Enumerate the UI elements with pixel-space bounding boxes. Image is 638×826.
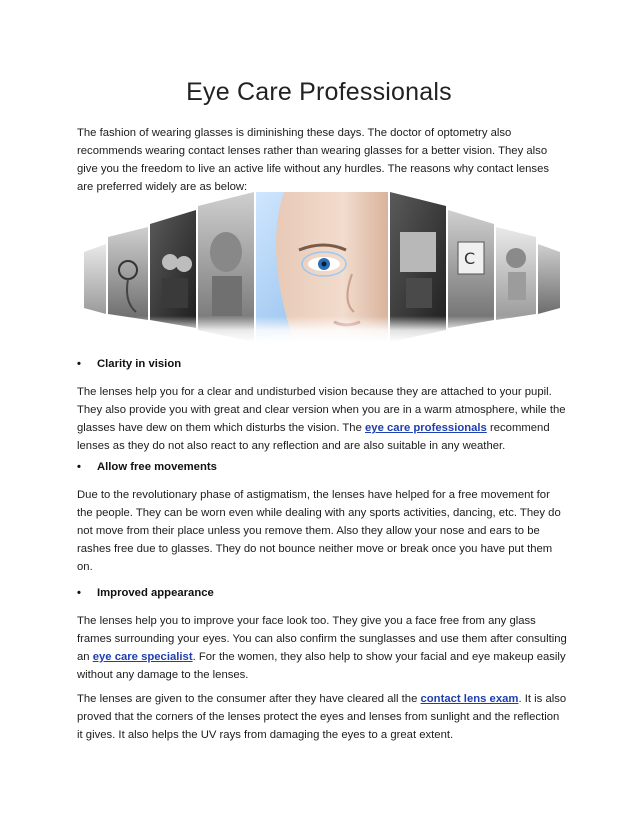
- bullet-icon: •: [77, 587, 81, 599]
- text-span: . For the women, they also help to show your facial and eye makeup easily without any damage to the lenses.: [77, 651, 566, 681]
- bullet-heading-appearance: [77, 587, 214, 599]
- svg-text:C: C: [464, 249, 476, 268]
- eye-care-collage-image: [84, 192, 560, 342]
- text-span: The lenses are given to the consumer after they have cleared all the: [77, 693, 421, 705]
- heading-text: Clarity in vision: [97, 358, 182, 370]
- page-title: Eye Care Professionals: [186, 78, 452, 106]
- collage-reflection: [84, 316, 560, 342]
- contact-lens-exam-link[interactable]: contact lens exam: [420, 693, 519, 705]
- heading-text: Improved appearance: [97, 587, 214, 599]
- bullet-icon: •: [77, 461, 81, 473]
- text-span: The lenses help you to improve your face look too. They give you a face free from any glass frames surrounding your eyes. You can also confirm the sunglasses and use them after consulting an: [77, 615, 567, 663]
- intro-paragraph: The fashion of wearing glasses is diminishing these days. The doctor of optometry also recommends wearing contact lenses rather than wearing glasses for a better vision. They also give you the freedom to live an active life without any hurdles. The reasons why contact lenses are preferred widely are as below:: [77, 127, 550, 193]
- section-appearance-paragraph: [77, 612, 567, 684]
- text-span: recommend lenses as they do not also react to any reflection and are also suitable in any weather.: [77, 422, 550, 452]
- eye-care-professionals-link[interactable]: eye care professionals: [365, 422, 487, 434]
- text-span: . It is also proved that the corners of the lenses protect the eyes and lenses from sunlight and the reflection it gives. It also helps the UV rays from damaging the eyes to a great extent.: [77, 693, 567, 741]
- contact-lens-exam-paragraph: [77, 690, 567, 744]
- bullet-icon: •: [77, 358, 81, 370]
- eye-care-specialist-link[interactable]: eye care specialist: [92, 651, 193, 663]
- heading-text: Allow free movements: [97, 461, 217, 473]
- bullet-heading-movements: [77, 461, 217, 473]
- text-span: The lenses help you for a clear and undisturbed vision because they are attached to your pupil. They also provide you with great and clear version when you are in a warm atmosphere, while the glasses have dew on them which disturbs the vision. The: [77, 386, 566, 434]
- section-clarity-paragraph: [77, 383, 567, 455]
- bullet-heading-clarity: [77, 358, 181, 370]
- section-movements-paragraph: Due to the revolutionary phase of astigmatism, the lenses have helped for a free movement for the people. They can be worn even while dealing with any sports activities, dancing, etc. They do not move from their place unless you remove them. Also they allow your nose and ears to be rashes free due to glasses. They do not bounce neither move or break once you have put them on.: [77, 489, 561, 573]
